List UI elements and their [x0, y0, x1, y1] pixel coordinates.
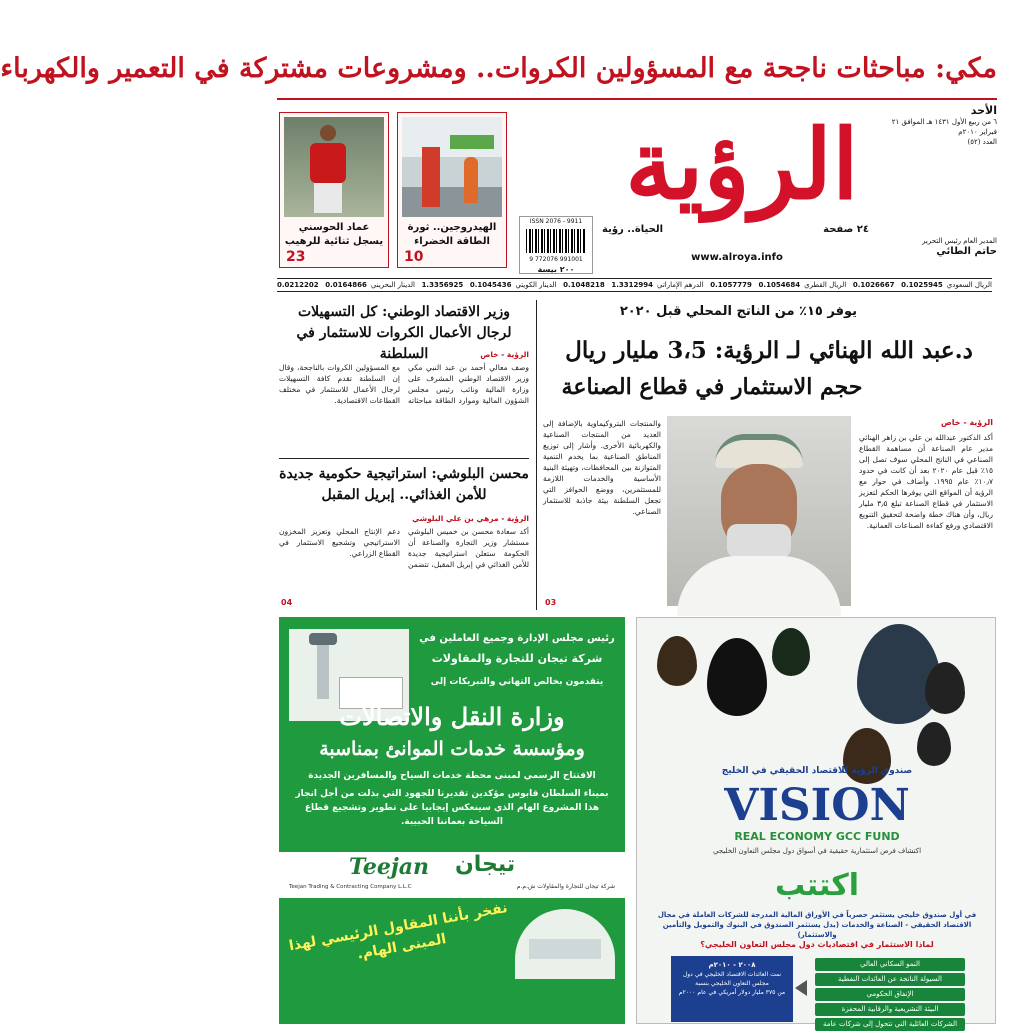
- teejan-company-en: Teejan Trading & Contracting Company L.L.C: [289, 884, 412, 890]
- issue-number: العدد (٥٢): [967, 138, 997, 146]
- currency-ticker: [277, 278, 992, 292]
- teaser-hydrogen-title: الهيدروجين.. ثورة الطاقة الخضراء: [407, 222, 497, 247]
- side-story-1-byline: الرؤية - خاص: [480, 350, 529, 359]
- currency-item: 1.3356925: [421, 281, 464, 289]
- day-label: الأحد: [970, 104, 997, 117]
- main-story-body-2: والمنتجات البتروكيماوية بالإضافة إلى العديد من المنتجات الصناعية والكهربائية الأخرى. وأشار إلى توزيع المناطق الصناعية بما يخدم التنمية المتوازنة بين المحافظات، وتهيئة البنية الأساسية والخدمات اللازمة للمستثمرين، ووضع الحوافز التي تجعل السلطنة بيئة جاذبة للاستثمار الصناعي.: [543, 419, 661, 516]
- teaser-hydrogen-page: 10: [404, 249, 424, 265]
- ad-vision-drops: [637, 618, 997, 783]
- price-label: ٢٠٠ بيسة: [537, 265, 575, 274]
- ad-vision-fund[interactable]: [636, 617, 996, 1028]
- vision-box-1: ٢٠٠٨ - ٢٠١٠م: [708, 961, 756, 969]
- currency-item: الدرهم الإماراتي 1.3312994: [611, 281, 704, 289]
- ad-teejan-line7: بميناء السلطان قابوس مؤكدين تقديرنا للجهود التي بذلت من أجل انجاز هذا المشروع الهام الذي سينعكس إيجابيا على تطوير وتشجيع قطاع السياحة بعماننا الحبيبة.: [295, 789, 609, 827]
- ad-teejan[interactable]: [279, 617, 625, 1024]
- ad-teejan-slogan: نفخر بأننا المقاول الرئيسي لهذا المبنى الهام.: [287, 900, 509, 963]
- currency-item: الريال السعودي 0.1025945: [901, 281, 992, 289]
- footballer-image: [284, 117, 384, 217]
- currency-item: الريال القطري 0.1054684: [758, 281, 847, 289]
- ad-teejan-line5: ومؤسسة خدمات الموانئ بمناسبة: [319, 738, 585, 760]
- main-story-headline-2[interactable]: حجم الاستثمار في قطاع الصناعة: [561, 374, 863, 400]
- currency-item: الدينار الكويتي 0.1045436: [469, 281, 557, 289]
- teaser-football[interactable]: [279, 112, 389, 268]
- ad-teejan-building-2: [515, 909, 615, 979]
- main-story-portrait: [667, 416, 851, 606]
- vision-brand: VISION: [724, 780, 910, 831]
- currency-item: 0.1057779: [710, 281, 752, 289]
- teejan-company-ar: شركة تيجان للتجارة والمقاولات ش.م.م: [516, 883, 615, 890]
- teejan-logo-en: Teejan: [349, 854, 430, 880]
- editor-block: [887, 236, 997, 257]
- fuel-station-image: [402, 117, 502, 217]
- ad-teejan-line6: الافتتاح الرسمي لمبنى محطة خدمات السياح والمسافرين الجديدة: [308, 771, 596, 781]
- date-line: ٦ من ربيع الأول ١٤٣١ هـ الموافق ٢١ فبراير ٢٠١٠م: [891, 118, 997, 136]
- editor-role: المدير العام رئيس التحرير: [922, 237, 997, 245]
- vision-fund-line: صندوق الرؤية للاقتصاد الحقيقي في الخليج: [721, 766, 913, 776]
- ad-teejan-line1: رئيس مجلس الإدارة وجميع العاملين في: [419, 633, 615, 644]
- vision-info-box: [671, 956, 793, 1022]
- newspaper-logo[interactable]: الرؤية: [625, 108, 859, 221]
- date-block: [887, 104, 997, 148]
- vision-box-2: نمت العائدات الاقتصاد الخليجي في دول مجلس التعاون الخليجي بنسبة: [682, 971, 782, 987]
- side-divider: [279, 458, 529, 459]
- pages-count: ٢٤ صفحة: [823, 224, 869, 235]
- teaser-hydrogen[interactable]: [397, 112, 507, 268]
- banner-headline[interactable]: مكي: مباحثات ناجحة مع المسؤولين الكروات.. ومشروعات مشتركة في التعمير والكهرباء: [0, 53, 997, 84]
- vision-cta[interactable]: اكتتب: [775, 868, 859, 903]
- vision-why: لماذا الاستثمار في اقتصاديات دول مجلس التعاون الخليجي؟: [700, 940, 934, 949]
- currency-item: 0.1026667: [852, 281, 895, 289]
- teaser-football-page: 23: [286, 249, 306, 265]
- issn-label: ISSN 2076 - 9911: [529, 218, 583, 225]
- vision-tagline: اكتشاف فرص استثمارية حقيقية في أسواق دول مجلس التعاون الخليجي: [712, 847, 922, 855]
- sector-item: البيئة التشريعية والرقابية المحفزة: [815, 1003, 965, 1016]
- vision-box-3: من ٣٧٥ مليار دولار أمريكي في عام ٢٠٠٠م: [678, 989, 786, 996]
- main-story-jump[interactable]: 03: [545, 598, 557, 607]
- barcode-number: 9 772076 991001: [529, 256, 583, 263]
- teejan-logo-ar: تيجان: [455, 852, 516, 877]
- website-link[interactable]: www.alroya.info: [691, 252, 783, 263]
- main-story-byline: الرؤية - خاص: [941, 418, 993, 427]
- ad-teejan-line4: وزارة النقل والاتصالات: [339, 702, 565, 731]
- currency-item: الدينار البحريني 0.0164866: [325, 281, 415, 289]
- vision-sectors: [815, 958, 965, 1033]
- ad-teejan-brand-strip: [279, 852, 625, 898]
- main-story-kicker[interactable]: يوفر ١٥٪ من الناتج المحلي قبل ٢٠٢٠: [619, 304, 857, 319]
- sector-item: السيولة الناتجة عن العائدات النفطية: [815, 973, 965, 986]
- side-story-1-body: وصف معالي أحمد بن عبد النبي مكي وزير الاقتصاد الوطني المشرف على وزارة المالية ونائب رئيس مجلس الشؤون المالية وموارد الطاقة مباحثاته مع المسؤولين الكروات بالناجحة، وقال إن السلطنة تقدم كافة التسهيلات لرجال الأعمال للاستثمار في مختلف القطاعات الاقتصادية.: [279, 363, 529, 405]
- teaser-football-title: عماد الحوسني يسجل ثنائية للرهيب: [284, 222, 384, 247]
- sector-item: الشركات العائلية التي تتحول إلى شركات عامة: [815, 1018, 965, 1031]
- main-story-body-1: أكد الدكتور عبدالله بن علي بن زاهر الهنائي مدير عام الصناعة أن مساهمة القطاع الصناعي في الناتج المحلي سوف تصل إلى ١٥٪ قبل عام ٢٠٢٠ بعد أن كانت في حدود ١٠٫٧٪ عام ١٩٩٥. وأضاف في حوار مع الرؤية أن المواقع التي يوفرها الحكم لتعزيز الاستثمار في قطاع الصناعة تبلغ ٣٫٥ مليار ريال، وأن هناك خطة واضحة لتحقيق التنويع الاقتصادي ورفع كفاءة الصناعات العمانية.: [859, 433, 993, 530]
- vision-arrow-icon: [795, 980, 807, 996]
- side-story-1-headline[interactable]: وزير الاقتصاد الوطني: كل التسهيلات لرجال الأعمال الكروات للاستثمار في السلطنة: [296, 304, 512, 362]
- currency-item: 0.1048218: [563, 281, 605, 289]
- side-story-2-body: أكد سعادة محسن بن خميس البلوشي مستشار وزير التجارة والصناعة أن الحكومة ستعلن استراتيجية جديدة للأمن الغذائي في إبريل المقبل، تتضمن دعم الإنتاج المحلي وتعزيز المخزون الاستراتيجي وتشجيع الاستثمار في القطاع الزراعي.: [279, 527, 529, 569]
- barcode-box: [519, 216, 593, 274]
- slogan: الحياة.. رؤية: [602, 224, 664, 235]
- sector-item: النمو السكاني العالي: [815, 958, 965, 971]
- vision-sub: REAL ECONOMY GCC FUND: [734, 830, 900, 843]
- editor-name: حاتم الطائي: [936, 246, 997, 257]
- main-story-headline-1[interactable]: د.عبد الله الهنائي لـ الرؤية: 3،5 مليار ريال: [565, 337, 973, 364]
- vision-desc: في أول صندوق خليجي يستثمر حصرياً في الأوراق المالية المدرجة للشركات العاملة في مجال الاقتصاد الحقيقي - الصناعة والخدمات (بدل يستثمر الصندوق في البنوك والتمويل والتأمين والاستثمار): [657, 911, 977, 939]
- ad-teejan-line2: شركة تيجان للتجارة والمقاولات: [431, 652, 603, 665]
- side-story-2-byline: الرؤية - مرهي بن علي البلوشي: [412, 514, 529, 523]
- ad-teejan-line3: يتقدمون بخالص التهاني والتبريكات إلى: [430, 677, 604, 687]
- currency-item: 0.0212202: [277, 281, 319, 289]
- sector-item: الإنفاق الحكومي: [815, 988, 965, 1001]
- barcode-icon: [526, 229, 586, 253]
- side-story-2-jump[interactable]: 04: [281, 598, 293, 607]
- side-story-2-headline[interactable]: محسن البلوشي: استراتيجية حكومية جديدة للأمن الغذائي.. إبريل المقبل: [279, 466, 529, 503]
- column-divider: [536, 300, 537, 610]
